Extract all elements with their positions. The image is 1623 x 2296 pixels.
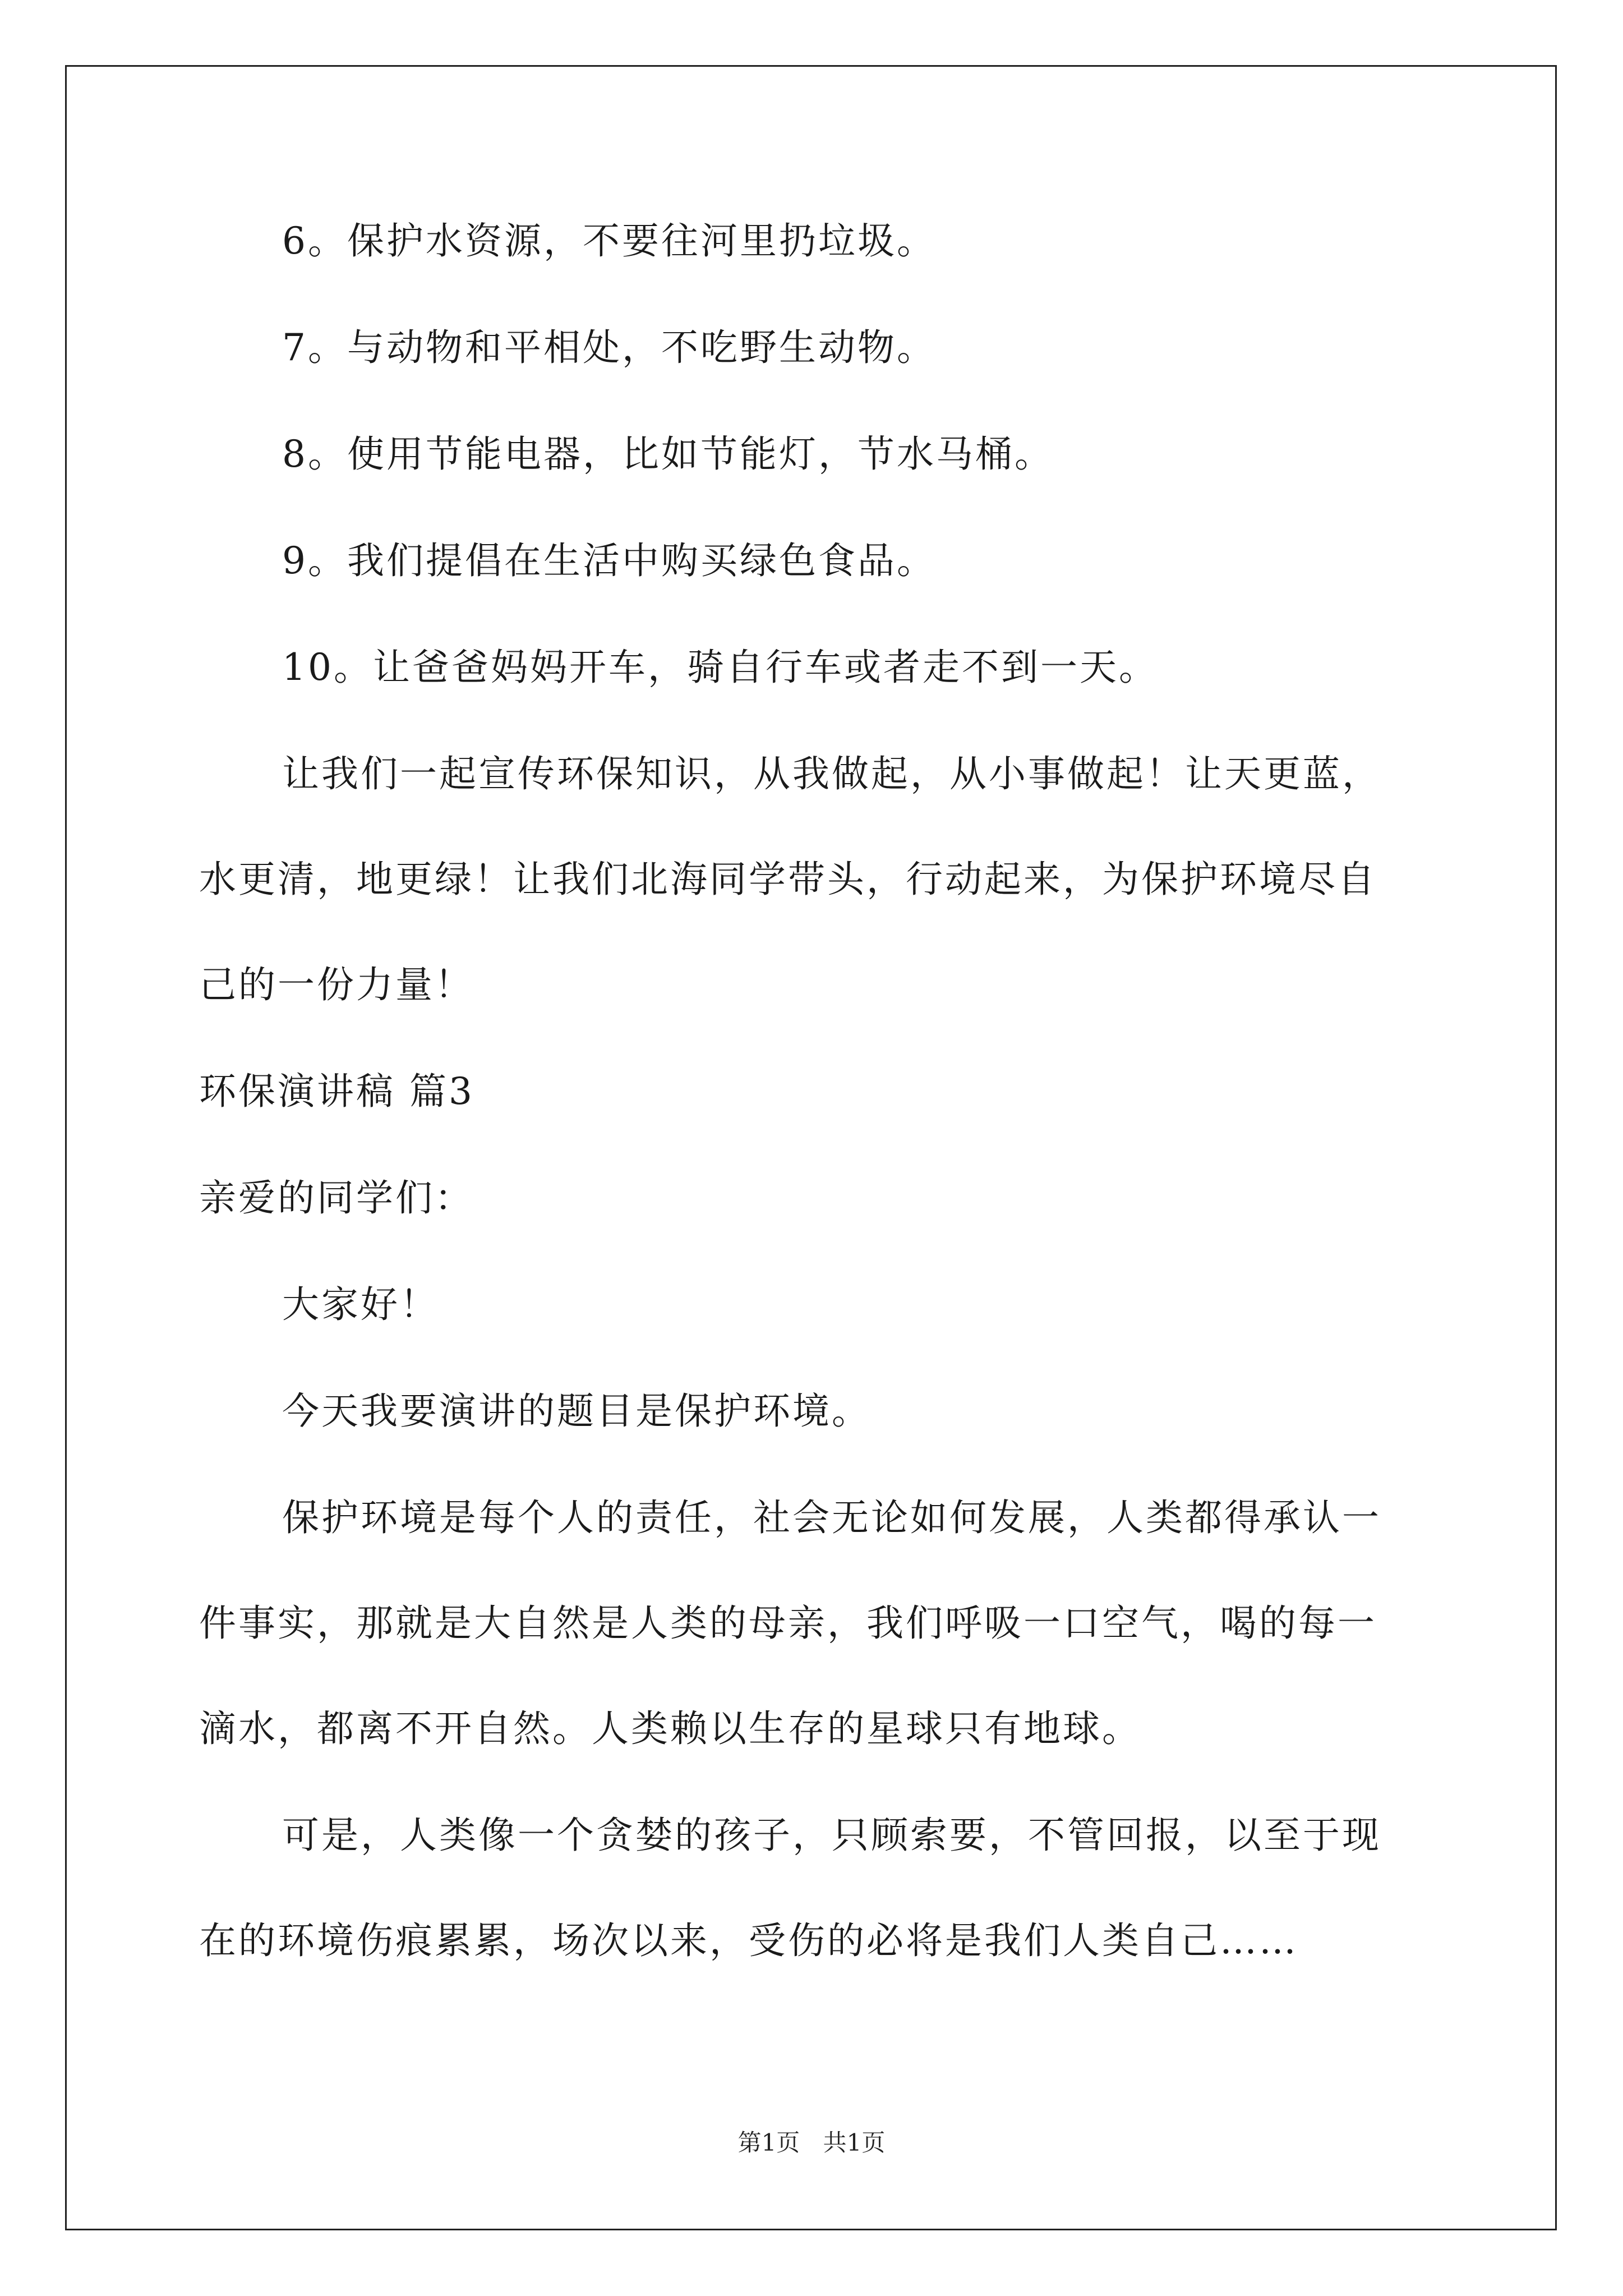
greeting: 大家好！ [282, 1283, 439, 1326]
paragraph-line: 滴水，都离不开自然。人类赖以生存的星球只有地球。 [199, 1707, 1141, 1750]
paragraph-line: 可是，人类像一个贪婪的孩子，只顾索要，不管回报，以至于现 [282, 1814, 1381, 1857]
topic-line: 今天我要演讲的题目是保护环境。 [282, 1389, 871, 1433]
paragraph-line: 在的环境伤痕累累，场次以来，受伤的必将是我们人类自己…… [199, 1919, 1298, 1962]
page-total: 共1页 [823, 2129, 886, 2156]
list-item: 9。我们提倡在生活中购买绿色食品。 [282, 539, 936, 582]
paragraph-line: 水更清，地更绿！让我们北海同学带头，行动起来，为保护环境尽自 [199, 858, 1377, 901]
document-body [199, 213, 1433, 1969]
list-item: 8。使用节能电器，比如节能灯，节水马桶。 [282, 432, 1054, 476]
list-item: 6。保护水资源，不要往河里扔垃圾。 [282, 219, 936, 263]
paragraph-line: 件事实，那就是大自然是人类的母亲，我们呼吸一口空气，喝的每一 [199, 1602, 1377, 1645]
page-footer [0, 2126, 1623, 2160]
section-title: 环保演讲稿 篇3 [199, 1070, 474, 1113]
paragraph-line: 保护环境是每个人的责任，社会无论如何发展，人类都得承认一 [282, 1496, 1381, 1539]
paragraph-line: 己的一份力量！ [199, 963, 474, 1006]
list-item: 10。让爸爸妈妈开车，骑自行车或者走不到一天。 [282, 646, 1158, 689]
paragraph-line: 让我们一起宣传环保知识，从我做起，从小事做起！让天更蓝， [282, 752, 1381, 795]
salutation: 亲爱的同学们： [199, 1176, 474, 1220]
page-number: 第1页 [737, 2129, 800, 2156]
list-item: 7。与动物和平相处，不吃野生动物。 [282, 326, 936, 369]
